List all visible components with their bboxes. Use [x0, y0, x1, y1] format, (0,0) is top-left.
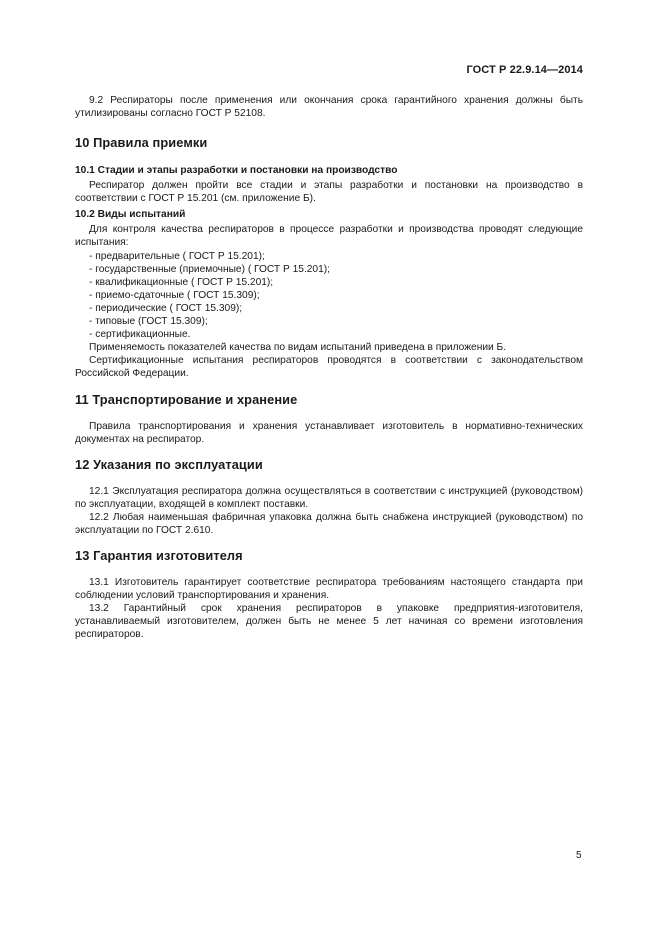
section-10-title: 10 Правила приемки [75, 135, 208, 151]
subsection-10-1-text: Респиратор должен пройти все стадии и этапы разработки и постановки на производство в соответствии с ГОСТ Р 15.201 (см. приложение Б). [75, 180, 583, 205]
paragraph-12-2: 12.2 Любая наименьшая фабричная упаковка должна быть снабжена инструкцией (руководством) по эксплуатации по ГОСТ 2.610. [75, 511, 583, 536]
list-item: - приемо-сдаточные ( ГОСТ 15.309); [89, 289, 260, 301]
list-item: - предварительные ( ГОСТ Р 15.201); [89, 250, 265, 262]
list-item: - типовые (ГОСТ 15.309); [89, 316, 208, 328]
list-item: - сертификационные. [89, 329, 191, 341]
subsection-10-1-title: 10.1 Стадии и этапы разработки и постановки на производство [75, 165, 398, 177]
list-item: - квалификационные ( ГОСТ Р 15.201); [89, 276, 274, 288]
list-item: - периодические ( ГОСТ 15.309); [89, 302, 243, 314]
subsection-10-2-text: Для контроля качества респираторов в процессе разработки и производства проводят следующие испытания: [75, 224, 583, 249]
document-code-header: ГОСТ Р 22.9.14—2014 [466, 64, 583, 76]
paragraph-9-2: 9.2 Респираторы после применения или окончания срока гарантийного хранения должны быть утилизированы согласно ГОСТ Р 52108. [75, 95, 583, 120]
applicability-text: Применяемость показателей качества по видам испытаний приведена в приложении Б. [89, 342, 507, 354]
subsection-10-2-title: 10.2 Виды испытаний [75, 209, 186, 221]
paragraph-12-1: 12.1 Эксплуатация респиратора должна осуществляться в соответствии с инструкцией (руководством) по эксплуатации, входящей в комплект поставки. [75, 485, 583, 510]
paragraph-13-2: 13.2 Гарантийный срок хранения респираторов в упаковке предприятия-изготовителя, устанавливаемый изготовителем, должен быть не менее 5 лет начиная со времени изготовления респираторов. [75, 603, 583, 641]
paragraph-13-1: 13.1 Изготовитель гарантирует соответствие респиратора требованиям настоящего стандарта при соблюдении условий транспортирования и хранения. [75, 577, 583, 602]
list-item: - государственные (приемочные) ( ГОСТ Р 15.201); [89, 263, 330, 275]
certification-text: Сертификационные испытания респираторов проводятся в соответствии с законодательством Российской Федерации. [75, 355, 583, 380]
section-11-title: 11 Транспортирование и хранение [75, 391, 298, 407]
document-body [75, 94, 583, 642]
page-number: 5 [576, 850, 582, 861]
section-11-text: Правила транспортирования и хранения устанавливает изготовитель в нормативно-технических документах на респиратор. [75, 420, 583, 445]
section-13-title: 13 Гарантия изготовителя [75, 548, 243, 564]
section-12-title: 12 Указания по эксплуатации [75, 456, 263, 472]
test-types-list [75, 250, 583, 342]
